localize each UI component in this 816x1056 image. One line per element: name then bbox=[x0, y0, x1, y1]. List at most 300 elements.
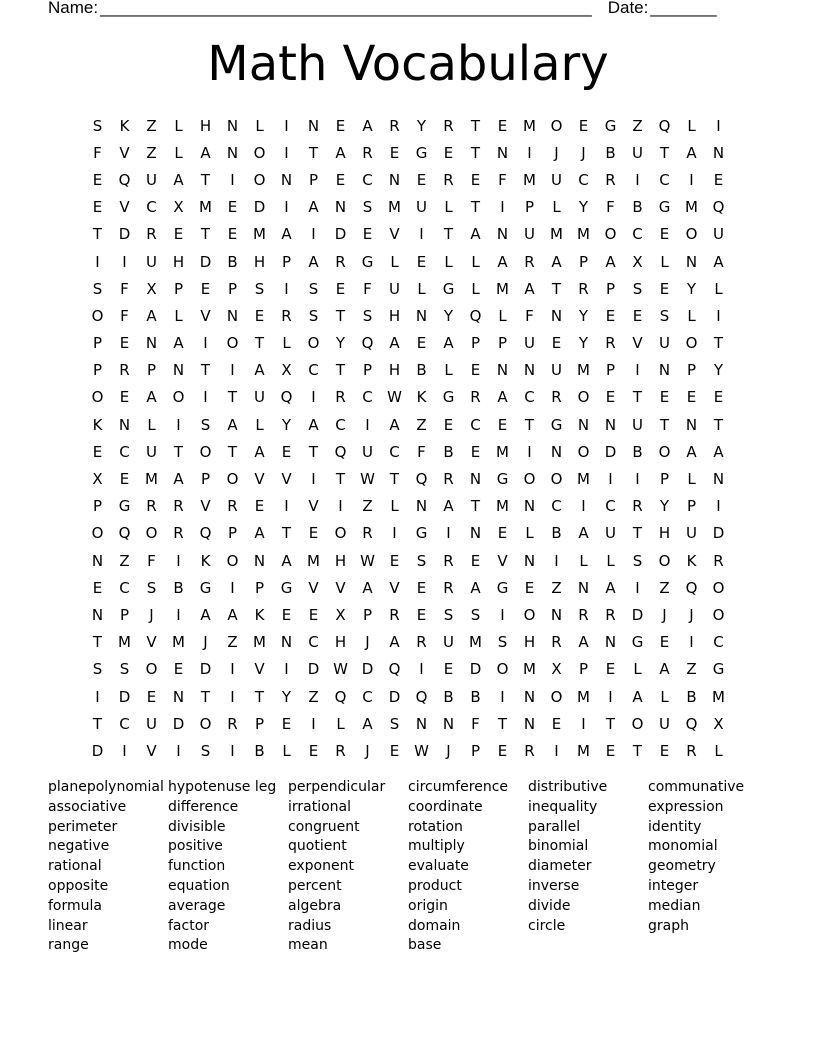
grid-letter[interactable]: A bbox=[227, 605, 238, 624]
grid-letter[interactable]: A bbox=[470, 225, 481, 244]
grid-letter[interactable]: T bbox=[173, 442, 184, 461]
grid-letter[interactable]: Z bbox=[227, 633, 238, 652]
grid-letter[interactable]: I bbox=[581, 497, 586, 516]
grid-letter[interactable]: Q bbox=[199, 524, 212, 543]
grid-letter[interactable]: O bbox=[604, 225, 617, 244]
grid-letter[interactable]: J bbox=[365, 633, 370, 652]
grid-letter[interactable]: C bbox=[335, 415, 346, 434]
grid-letter[interactable]: R bbox=[119, 361, 130, 380]
grid-letter[interactable]: A bbox=[173, 470, 184, 489]
grid-letter[interactable]: E bbox=[443, 143, 454, 162]
grid-letter[interactable]: A bbox=[578, 633, 589, 652]
grid-letter[interactable]: P bbox=[659, 470, 670, 489]
grid-letter[interactable]: R bbox=[686, 741, 697, 760]
grid-letter[interactable]: D bbox=[253, 198, 266, 217]
grid-letter[interactable]: O bbox=[523, 605, 536, 624]
grid-letter[interactable]: I bbox=[284, 279, 289, 298]
grid-letter[interactable]: P bbox=[578, 252, 589, 271]
grid-letter[interactable]: T bbox=[713, 334, 724, 353]
grid-letter[interactable]: I bbox=[716, 497, 721, 516]
grid-letter[interactable]: I bbox=[311, 225, 316, 244]
grid-letter[interactable]: E bbox=[470, 170, 481, 189]
grid-letter[interactable]: P bbox=[686, 361, 697, 380]
grid-letter[interactable]: S bbox=[362, 306, 373, 325]
grid-letter[interactable]: G bbox=[712, 660, 725, 679]
grid-letter[interactable]: Q bbox=[388, 660, 401, 679]
grid-letter[interactable]: N bbox=[712, 470, 725, 489]
grid-letter[interactable]: Z bbox=[686, 660, 697, 679]
grid-letter[interactable]: L bbox=[471, 252, 480, 271]
grid-letter[interactable]: P bbox=[308, 170, 319, 189]
grid-letter[interactable]: C bbox=[308, 361, 319, 380]
grid-letter[interactable]: L bbox=[282, 741, 291, 760]
grid-letter[interactable]: I bbox=[230, 660, 235, 679]
grid-letter[interactable]: L bbox=[606, 551, 615, 570]
grid-letter[interactable]: N bbox=[226, 143, 239, 162]
grid-letter[interactable]: E bbox=[92, 442, 103, 461]
grid-letter[interactable]: I bbox=[554, 741, 559, 760]
grid-letter[interactable]: N bbox=[658, 361, 671, 380]
grid-letter[interactable]: Z bbox=[308, 687, 319, 706]
grid-letter[interactable]: F bbox=[120, 279, 129, 298]
grid-letter[interactable]: R bbox=[443, 578, 454, 597]
grid-letter[interactable]: T bbox=[200, 170, 211, 189]
grid-letter[interactable]: E bbox=[389, 551, 400, 570]
grid-letter[interactable]: C bbox=[362, 388, 373, 407]
grid-letter[interactable]: G bbox=[280, 578, 293, 597]
grid-letter[interactable]: E bbox=[92, 578, 103, 597]
grid-letter[interactable]: I bbox=[608, 470, 613, 489]
grid-letter[interactable]: E bbox=[659, 633, 670, 652]
grid-letter[interactable]: O bbox=[334, 524, 347, 543]
grid-letter[interactable]: K bbox=[416, 388, 427, 407]
grid-letter[interactable]: A bbox=[146, 306, 157, 325]
grid-letter[interactable]: A bbox=[443, 497, 454, 516]
grid-letter[interactable]: E bbox=[335, 170, 346, 189]
grid-letter[interactable]: T bbox=[551, 279, 562, 298]
grid-letter[interactable]: R bbox=[524, 252, 535, 271]
grid-letter[interactable]: B bbox=[605, 143, 616, 162]
grid-letter[interactable]: C bbox=[713, 633, 724, 652]
grid-letter[interactable]: O bbox=[199, 442, 212, 461]
grid-letter[interactable]: Q bbox=[685, 714, 698, 733]
grid-letter[interactable]: P bbox=[524, 198, 535, 217]
grid-letter[interactable]: S bbox=[146, 578, 157, 597]
grid-letter[interactable]: M bbox=[496, 442, 509, 461]
grid-letter[interactable]: N bbox=[280, 170, 293, 189]
grid-letter[interactable]: M bbox=[145, 470, 158, 489]
grid-letter[interactable]: E bbox=[551, 714, 562, 733]
grid-letter[interactable]: V bbox=[281, 470, 292, 489]
grid-letter[interactable]: W bbox=[333, 660, 348, 679]
grid-letter[interactable]: E bbox=[659, 388, 670, 407]
grid-letter[interactable]: O bbox=[712, 578, 725, 597]
grid-letter[interactable]: B bbox=[443, 442, 454, 461]
grid-letter[interactable]: K bbox=[92, 415, 103, 434]
grid-letter[interactable]: N bbox=[415, 497, 428, 516]
grid-letter[interactable]: Q bbox=[658, 116, 671, 135]
grid-letter[interactable]: A bbox=[551, 252, 562, 271]
grid-letter[interactable]: N bbox=[172, 687, 185, 706]
grid-letter[interactable]: M bbox=[307, 551, 320, 570]
grid-letter[interactable]: R bbox=[551, 633, 562, 652]
grid-letter[interactable]: R bbox=[632, 497, 643, 516]
grid-letter[interactable]: L bbox=[255, 116, 264, 135]
grid-letter[interactable]: N bbox=[307, 116, 320, 135]
grid-letter[interactable]: E bbox=[497, 741, 508, 760]
grid-letter[interactable]: L bbox=[255, 415, 264, 434]
grid-letter[interactable]: I bbox=[122, 252, 127, 271]
grid-letter[interactable]: A bbox=[686, 442, 697, 461]
grid-letter[interactable]: J bbox=[446, 741, 451, 760]
grid-letter[interactable]: C bbox=[524, 388, 535, 407]
grid-letter[interactable]: E bbox=[497, 415, 508, 434]
grid-letter[interactable]: L bbox=[660, 687, 669, 706]
grid-letter[interactable]: T bbox=[713, 415, 724, 434]
grid-letter[interactable]: J bbox=[554, 143, 559, 162]
grid-letter[interactable]: S bbox=[308, 306, 319, 325]
grid-letter[interactable]: N bbox=[118, 415, 131, 434]
grid-letter[interactable]: M bbox=[577, 741, 590, 760]
grid-letter[interactable]: L bbox=[390, 497, 399, 516]
grid-letter[interactable]: S bbox=[632, 279, 643, 298]
grid-letter[interactable]: M bbox=[496, 497, 509, 516]
grid-letter[interactable]: Z bbox=[362, 497, 373, 516]
grid-letter[interactable]: I bbox=[419, 225, 424, 244]
grid-letter[interactable]: A bbox=[254, 361, 265, 380]
grid-letter[interactable]: I bbox=[230, 361, 235, 380]
grid-letter[interactable]: N bbox=[415, 306, 428, 325]
grid-letter[interactable]: H bbox=[388, 306, 401, 325]
grid-letter[interactable]: U bbox=[389, 279, 400, 298]
grid-letter[interactable]: I bbox=[500, 198, 505, 217]
grid-letter[interactable]: P bbox=[470, 334, 481, 353]
grid-letter[interactable]: Q bbox=[712, 198, 725, 217]
grid-letter[interactable]: P bbox=[92, 497, 103, 516]
grid-letter[interactable]: C bbox=[551, 497, 562, 516]
grid-letter[interactable]: N bbox=[712, 143, 725, 162]
grid-letter[interactable]: X bbox=[551, 660, 562, 679]
grid-letter[interactable]: T bbox=[92, 633, 103, 652]
grid-letter[interactable]: V bbox=[146, 633, 157, 652]
grid-letter[interactable]: F bbox=[417, 442, 426, 461]
grid-letter[interactable]: S bbox=[416, 551, 427, 570]
grid-letter[interactable]: T bbox=[659, 143, 670, 162]
grid-letter[interactable]: I bbox=[311, 388, 316, 407]
grid-letter[interactable]: E bbox=[281, 714, 292, 733]
grid-letter[interactable]: O bbox=[658, 442, 671, 461]
grid-letter[interactable]: L bbox=[390, 252, 399, 271]
grid-letter[interactable]: S bbox=[308, 279, 319, 298]
grid-letter[interactable]: O bbox=[172, 388, 185, 407]
grid-letter[interactable]: B bbox=[686, 687, 697, 706]
grid-letter[interactable]: P bbox=[254, 714, 265, 733]
grid-letter[interactable]: N bbox=[523, 497, 536, 516]
grid-letter[interactable]: B bbox=[227, 252, 238, 271]
grid-letter[interactable]: X bbox=[713, 714, 724, 733]
grid-letter[interactable]: E bbox=[173, 225, 184, 244]
grid-letter[interactable]: T bbox=[200, 361, 211, 380]
grid-letter[interactable]: R bbox=[389, 605, 400, 624]
grid-letter[interactable]: T bbox=[200, 225, 211, 244]
grid-letter[interactable]: V bbox=[146, 741, 157, 760]
grid-letter[interactable]: A bbox=[524, 279, 535, 298]
grid-letter[interactable]: I bbox=[689, 633, 694, 652]
grid-letter[interactable]: E bbox=[227, 198, 238, 217]
grid-letter[interactable]: H bbox=[253, 252, 266, 271]
grid-letter[interactable]: A bbox=[578, 524, 589, 543]
grid-letter[interactable]: E bbox=[335, 279, 346, 298]
grid-letter[interactable]: I bbox=[284, 143, 289, 162]
grid-letter[interactable]: O bbox=[226, 551, 239, 570]
grid-letter[interactable]: U bbox=[632, 415, 643, 434]
grid-letter[interactable]: P bbox=[254, 578, 265, 597]
grid-letter[interactable]: A bbox=[389, 633, 400, 652]
grid-letter[interactable]: Z bbox=[416, 415, 427, 434]
grid-letter[interactable]: H bbox=[199, 116, 212, 135]
grid-letter[interactable]: U bbox=[659, 714, 670, 733]
grid-letter[interactable]: T bbox=[308, 442, 319, 461]
grid-letter[interactable]: X bbox=[173, 198, 184, 217]
grid-letter[interactable]: U bbox=[146, 252, 157, 271]
grid-letter[interactable]: N bbox=[415, 714, 428, 733]
grid-letter[interactable]: I bbox=[338, 497, 343, 516]
grid-letter[interactable]: S bbox=[362, 198, 373, 217]
grid-letter[interactable]: Q bbox=[469, 306, 482, 325]
grid-letter[interactable]: E bbox=[551, 334, 562, 353]
grid-letter[interactable]: C bbox=[308, 633, 319, 652]
grid-letter[interactable]: S bbox=[497, 633, 508, 652]
grid-letter[interactable]: U bbox=[443, 633, 454, 652]
grid-letter[interactable]: C bbox=[389, 442, 400, 461]
grid-letter[interactable]: F bbox=[363, 279, 372, 298]
grid-letter[interactable]: U bbox=[146, 442, 157, 461]
grid-letter[interactable]: O bbox=[91, 306, 104, 325]
grid-letter[interactable]: G bbox=[361, 252, 374, 271]
grid-letter[interactable]: N bbox=[550, 306, 563, 325]
grid-letter[interactable]: R bbox=[146, 225, 157, 244]
grid-letter[interactable]: I bbox=[419, 660, 424, 679]
grid-letter[interactable]: M bbox=[469, 633, 482, 652]
grid-letter[interactable]: A bbox=[713, 252, 724, 271]
grid-letter[interactable]: D bbox=[388, 687, 401, 706]
grid-letter[interactable]: P bbox=[362, 361, 373, 380]
grid-letter[interactable]: S bbox=[632, 551, 643, 570]
grid-letter[interactable]: D bbox=[172, 714, 185, 733]
grid-letter[interactable]: A bbox=[308, 252, 319, 271]
grid-letter[interactable]: D bbox=[631, 605, 644, 624]
grid-letter[interactable]: P bbox=[497, 334, 508, 353]
grid-letter[interactable]: V bbox=[308, 578, 319, 597]
grid-letter[interactable]: U bbox=[416, 198, 427, 217]
grid-letter[interactable]: G bbox=[550, 415, 563, 434]
grid-letter[interactable]: I bbox=[284, 497, 289, 516]
grid-letter[interactable]: O bbox=[91, 524, 104, 543]
grid-letter[interactable]: I bbox=[95, 252, 100, 271]
grid-letter[interactable]: R bbox=[335, 388, 346, 407]
grid-letter[interactable]: B bbox=[254, 741, 265, 760]
grid-letter[interactable]: E bbox=[497, 524, 508, 543]
grid-letter[interactable]: I bbox=[554, 551, 559, 570]
grid-letter[interactable]: I bbox=[176, 605, 181, 624]
grid-letter[interactable]: T bbox=[335, 470, 346, 489]
grid-letter[interactable]: A bbox=[362, 714, 373, 733]
grid-letter[interactable]: C bbox=[632, 225, 643, 244]
grid-letter[interactable]: O bbox=[685, 225, 698, 244]
grid-letter[interactable]: O bbox=[199, 714, 212, 733]
grid-letter[interactable]: A bbox=[497, 252, 508, 271]
grid-letter[interactable]: M bbox=[253, 633, 266, 652]
grid-letter[interactable]: I bbox=[500, 687, 505, 706]
grid-letter[interactable]: E bbox=[362, 225, 373, 244]
grid-letter[interactable]: V bbox=[389, 578, 400, 597]
grid-letter[interactable]: G bbox=[415, 143, 428, 162]
grid-letter[interactable]: I bbox=[716, 306, 721, 325]
grid-letter[interactable]: V bbox=[632, 334, 643, 353]
grid-letter[interactable]: U bbox=[632, 143, 643, 162]
grid-letter[interactable]: I bbox=[203, 388, 208, 407]
grid-letter[interactable]: N bbox=[442, 714, 455, 733]
grid-letter[interactable]: C bbox=[470, 415, 481, 434]
grid-letter[interactable]: E bbox=[308, 524, 319, 543]
grid-letter[interactable]: T bbox=[524, 415, 535, 434]
grid-letter[interactable]: L bbox=[498, 306, 507, 325]
grid-letter[interactable]: E bbox=[686, 388, 697, 407]
grid-letter[interactable]: P bbox=[92, 361, 103, 380]
grid-letter[interactable]: L bbox=[417, 279, 426, 298]
grid-letter[interactable]: I bbox=[635, 470, 640, 489]
grid-letter[interactable]: S bbox=[254, 279, 265, 298]
name-field[interactable]: ____________________________________________________ bbox=[100, 0, 592, 17]
grid-letter[interactable]: Z bbox=[146, 116, 157, 135]
grid-letter[interactable]: B bbox=[632, 442, 643, 461]
grid-letter[interactable]: V bbox=[200, 497, 211, 516]
grid-letter[interactable]: N bbox=[253, 551, 266, 570]
grid-letter[interactable]: N bbox=[523, 687, 536, 706]
grid-letter[interactable]: E bbox=[92, 170, 103, 189]
grid-letter[interactable]: L bbox=[687, 470, 696, 489]
grid-letter[interactable]: N bbox=[469, 524, 482, 543]
grid-letter[interactable]: R bbox=[605, 605, 616, 624]
grid-letter[interactable]: Z bbox=[119, 551, 130, 570]
grid-letter[interactable]: L bbox=[174, 306, 183, 325]
grid-letter[interactable]: J bbox=[581, 143, 586, 162]
grid-letter[interactable]: I bbox=[446, 524, 451, 543]
grid-letter[interactable]: L bbox=[552, 198, 561, 217]
grid-letter[interactable]: I bbox=[689, 170, 694, 189]
grid-letter[interactable]: N bbox=[496, 143, 509, 162]
grid-letter[interactable]: D bbox=[334, 225, 347, 244]
grid-letter[interactable]: D bbox=[307, 660, 320, 679]
grid-letter[interactable]: R bbox=[443, 170, 454, 189]
grid-letter[interactable]: A bbox=[497, 388, 508, 407]
grid-letter[interactable]: I bbox=[176, 551, 181, 570]
grid-letter[interactable]: V bbox=[308, 497, 319, 516]
grid-letter[interactable]: M bbox=[577, 470, 590, 489]
grid-letter[interactable]: A bbox=[605, 252, 616, 271]
grid-letter[interactable]: N bbox=[91, 605, 104, 624]
grid-letter[interactable]: O bbox=[712, 605, 725, 624]
grid-letter[interactable]: I bbox=[635, 578, 640, 597]
grid-letter[interactable]: H bbox=[172, 252, 185, 271]
grid-letter[interactable]: Z bbox=[632, 116, 643, 135]
grid-letter[interactable]: A bbox=[362, 116, 373, 135]
grid-letter[interactable]: R bbox=[416, 633, 427, 652]
grid-letter[interactable]: A bbox=[632, 687, 643, 706]
grid-letter[interactable]: T bbox=[92, 225, 103, 244]
grid-letter[interactable]: E bbox=[173, 660, 184, 679]
grid-letter[interactable]: C bbox=[119, 714, 130, 733]
grid-letter[interactable]: E bbox=[119, 470, 130, 489]
grid-letter[interactable]: G bbox=[442, 279, 455, 298]
grid-letter[interactable]: O bbox=[550, 687, 563, 706]
grid-letter[interactable]: U bbox=[362, 442, 373, 461]
grid-letter[interactable]: A bbox=[227, 415, 238, 434]
grid-letter[interactable]: Y bbox=[335, 334, 346, 353]
grid-letter[interactable]: L bbox=[444, 361, 453, 380]
grid-letter[interactable]: Y bbox=[578, 198, 589, 217]
grid-letter[interactable]: R bbox=[362, 143, 373, 162]
grid-letter[interactable]: E bbox=[470, 361, 481, 380]
grid-letter[interactable]: G bbox=[442, 388, 455, 407]
grid-letter[interactable]: Q bbox=[334, 442, 347, 461]
grid-letter[interactable]: B bbox=[470, 687, 481, 706]
grid-letter[interactable]: R bbox=[389, 116, 400, 135]
grid-letter[interactable]: E bbox=[281, 605, 292, 624]
grid-letter[interactable]: E bbox=[416, 334, 427, 353]
grid-letter[interactable]: K bbox=[686, 551, 697, 570]
grid-letter[interactable]: O bbox=[577, 442, 590, 461]
grid-letter[interactable]: C bbox=[362, 170, 373, 189]
grid-letter[interactable]: K bbox=[200, 551, 211, 570]
grid-letter[interactable]: M bbox=[118, 633, 131, 652]
grid-letter[interactable]: A bbox=[389, 334, 400, 353]
grid-letter[interactable]: R bbox=[281, 306, 292, 325]
grid-letter[interactable]: L bbox=[579, 551, 588, 570]
grid-letter[interactable]: E bbox=[416, 252, 427, 271]
grid-letter[interactable]: R bbox=[443, 116, 454, 135]
grid-letter[interactable]: A bbox=[362, 578, 373, 597]
grid-letter[interactable]: E bbox=[443, 415, 454, 434]
grid-letter[interactable]: D bbox=[469, 660, 482, 679]
grid-letter[interactable]: G bbox=[631, 633, 644, 652]
grid-letter[interactable]: V bbox=[254, 470, 265, 489]
grid-letter[interactable]: T bbox=[335, 361, 346, 380]
grid-letter[interactable]: E bbox=[281, 442, 292, 461]
grid-letter[interactable]: T bbox=[389, 470, 400, 489]
grid-letter[interactable]: A bbox=[146, 388, 157, 407]
grid-letter[interactable]: E bbox=[119, 388, 130, 407]
grid-letter[interactable]: H bbox=[523, 633, 536, 652]
grid-letter[interactable]: X bbox=[281, 361, 292, 380]
grid-letter[interactable]: V bbox=[389, 225, 400, 244]
grid-letter[interactable]: U bbox=[146, 714, 157, 733]
grid-letter[interactable]: C bbox=[119, 578, 130, 597]
grid-letter[interactable]: N bbox=[577, 578, 590, 597]
grid-letter[interactable]: I bbox=[230, 687, 235, 706]
grid-letter[interactable]: S bbox=[659, 306, 670, 325]
grid-letter[interactable]: L bbox=[444, 198, 453, 217]
grid-letter[interactable]: O bbox=[685, 334, 698, 353]
grid-letter[interactable]: N bbox=[226, 306, 239, 325]
grid-letter[interactable]: N bbox=[280, 633, 293, 652]
grid-letter[interactable]: T bbox=[632, 524, 643, 543]
grid-letter[interactable]: N bbox=[523, 361, 536, 380]
grid-letter[interactable]: E bbox=[713, 388, 724, 407]
grid-letter[interactable]: R bbox=[551, 388, 562, 407]
grid-letter[interactable]: T bbox=[470, 198, 481, 217]
grid-letter[interactable]: F bbox=[606, 198, 615, 217]
